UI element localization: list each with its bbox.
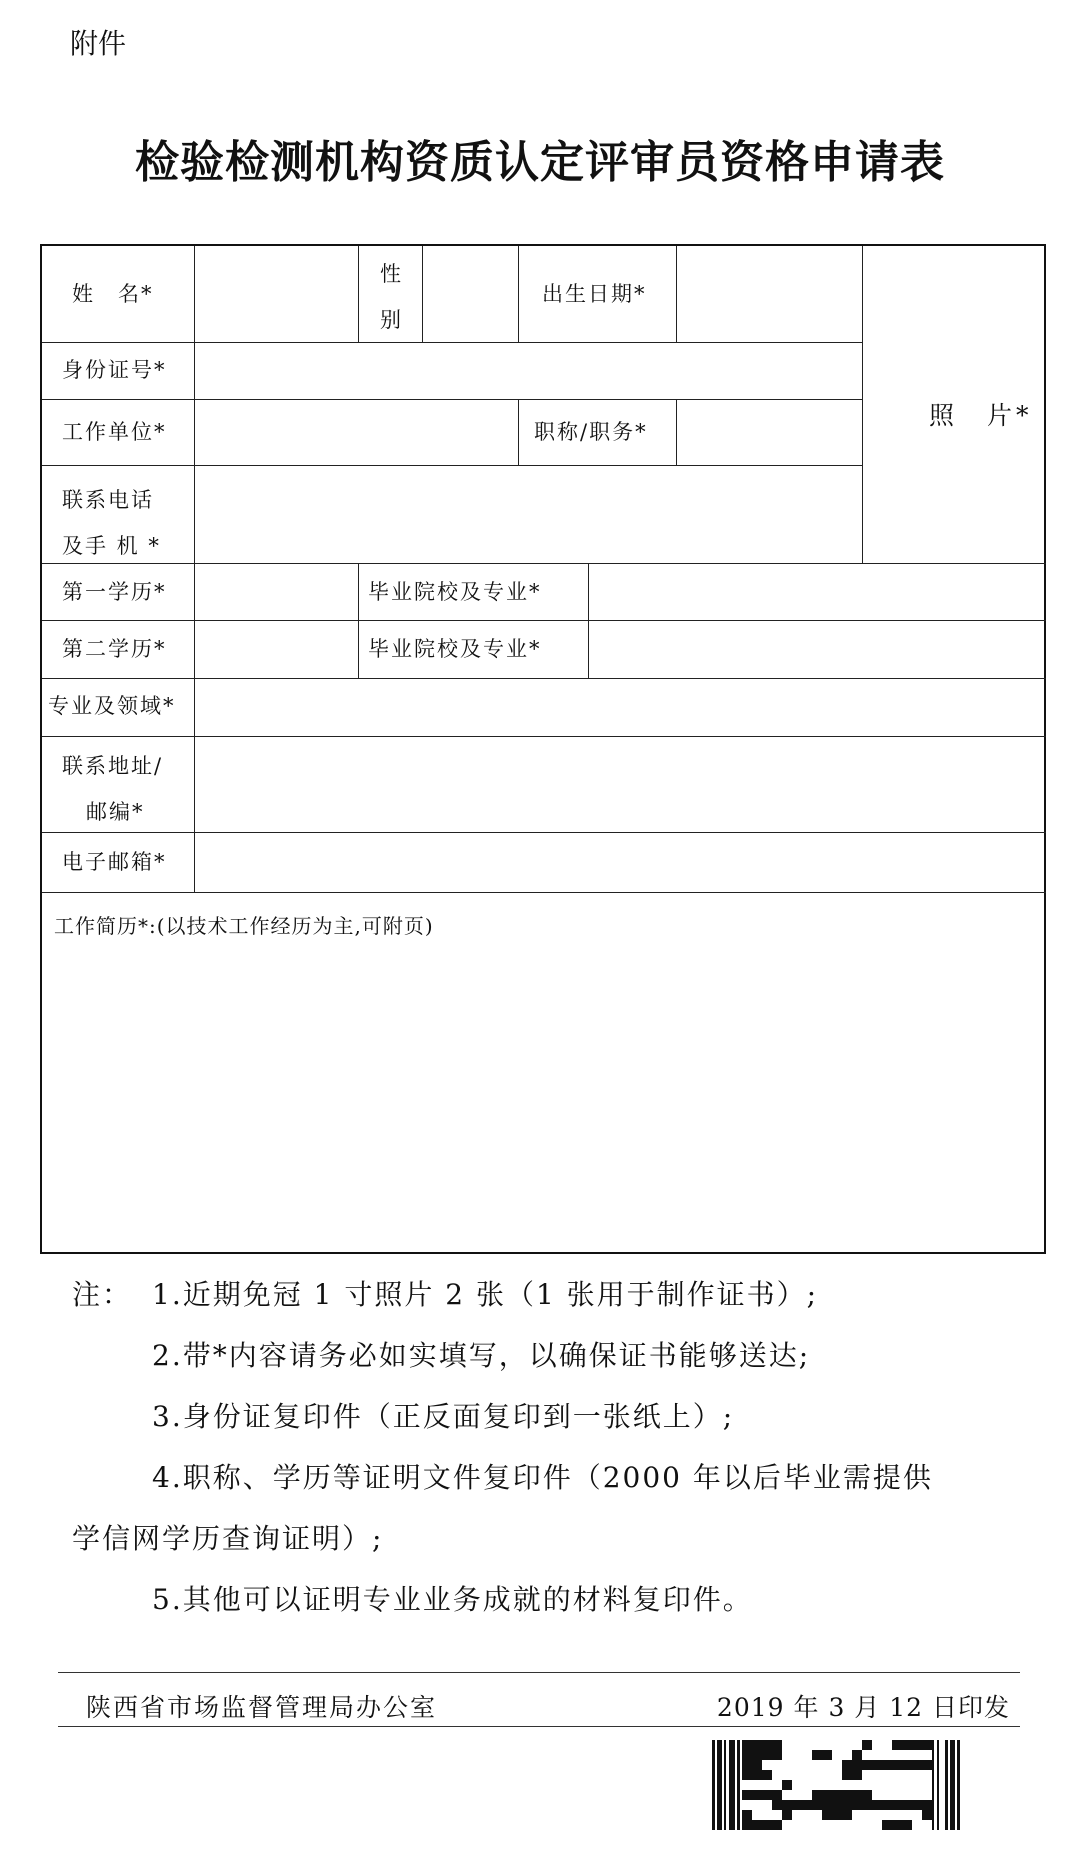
- photo-label: 照 片*: [929, 401, 1033, 430]
- address-label-line1: 联系地址/: [62, 754, 164, 778]
- footer-bottom-rule: [58, 1726, 1020, 1727]
- email-field[interactable]: [196, 834, 1046, 892]
- issuing-office: 陕西省市场监督管理局办公室: [86, 1693, 438, 1722]
- resume-label: 工作简历*:(以技术工作经历为主,可附页): [54, 914, 434, 938]
- second-school-field[interactable]: [590, 622, 1046, 678]
- note-item-5: 5.其他可以证明专业业务成就的材料复印件。: [152, 1583, 753, 1616]
- gender-label-top: 性: [380, 262, 403, 286]
- application-form: [40, 244, 1046, 1254]
- email-label: 电子邮箱*: [62, 850, 167, 874]
- issue-date: 2019 年 3 月 12 日印发: [716, 1693, 1010, 1722]
- footer-top-rule: [58, 1672, 1020, 1673]
- note-item-4-line2: 学信网学历查询证明）;: [72, 1522, 384, 1555]
- employer-field[interactable]: [196, 401, 518, 465]
- page-title: 检验检测机构资质认定评审员资格申请表: [135, 137, 945, 188]
- specialty-field-label: 专业及领域*: [48, 694, 176, 718]
- second-education-label: 第二学历*: [62, 637, 167, 661]
- gender-field[interactable]: [424, 246, 518, 342]
- notes-prefix: 注：: [72, 1278, 133, 1311]
- row-divider: [42, 892, 1046, 893]
- row-divider: [42, 399, 862, 400]
- phone-field[interactable]: [196, 467, 862, 563]
- note-item-2: 2.带*内容请务必如实填写，以确保证书能够送达;: [152, 1339, 811, 1372]
- address-field[interactable]: [196, 738, 1046, 832]
- col-divider: [676, 246, 677, 342]
- job-title-field[interactable]: [678, 401, 862, 465]
- row-divider: [42, 832, 1046, 833]
- address-label-line2: 邮编*: [86, 800, 145, 824]
- specialty-field-input[interactable]: [196, 680, 1046, 736]
- col-divider: [588, 563, 589, 678]
- col-divider: [194, 246, 195, 892]
- col-divider: [862, 246, 863, 563]
- col-divider: [358, 563, 359, 678]
- first-education-field[interactable]: [196, 565, 358, 620]
- name-field[interactable]: [196, 246, 358, 342]
- first-school-label: 毕业院校及专业*: [368, 580, 542, 604]
- first-education-label: 第一学历*: [62, 580, 167, 604]
- birth-date-label: 出生日期*: [542, 282, 647, 306]
- note-item-3: 3.身份证复印件（正反面复印到一张纸上）;: [152, 1400, 735, 1433]
- note-item-4-line1: 4.职称、学历等证明文件复印件（2000 年以后毕业需提供: [152, 1461, 933, 1494]
- col-divider: [358, 246, 359, 342]
- note-item-1: 1.近期免冠 1 寸照片 2 张（1 张用于制作证书）;: [152, 1278, 819, 1311]
- birth-date-field[interactable]: [678, 246, 862, 342]
- col-divider: [676, 399, 677, 465]
- phone-label-line2: 及手 机 *: [62, 534, 161, 558]
- first-school-field[interactable]: [590, 565, 1046, 620]
- row-divider: [42, 620, 1046, 621]
- name-label: 姓 名*: [72, 282, 154, 306]
- attachment-label: 附件: [70, 27, 127, 60]
- resume-field[interactable]: [42, 946, 1046, 1252]
- col-divider: [422, 246, 423, 342]
- row-divider: [42, 678, 1046, 679]
- row-divider: [42, 465, 862, 466]
- job-title-label: 职称/职务*: [534, 420, 648, 444]
- gender-label-bottom: 别: [380, 308, 403, 332]
- barcode-image: [712, 1740, 1008, 1830]
- row-divider: [42, 342, 862, 343]
- employer-label: 工作单位*: [62, 420, 167, 444]
- row-divider: [42, 736, 1046, 737]
- col-divider: [518, 399, 519, 465]
- photo-area[interactable]: [864, 246, 1046, 563]
- id-number-label: 身份证号*: [62, 358, 167, 382]
- row-divider: [42, 563, 1046, 564]
- id-number-field[interactable]: [196, 344, 862, 399]
- second-school-label: 毕业院校及专业*: [368, 637, 542, 661]
- col-divider: [518, 246, 519, 342]
- second-education-field[interactable]: [196, 622, 358, 678]
- phone-label-line1: 联系电话: [62, 488, 154, 512]
